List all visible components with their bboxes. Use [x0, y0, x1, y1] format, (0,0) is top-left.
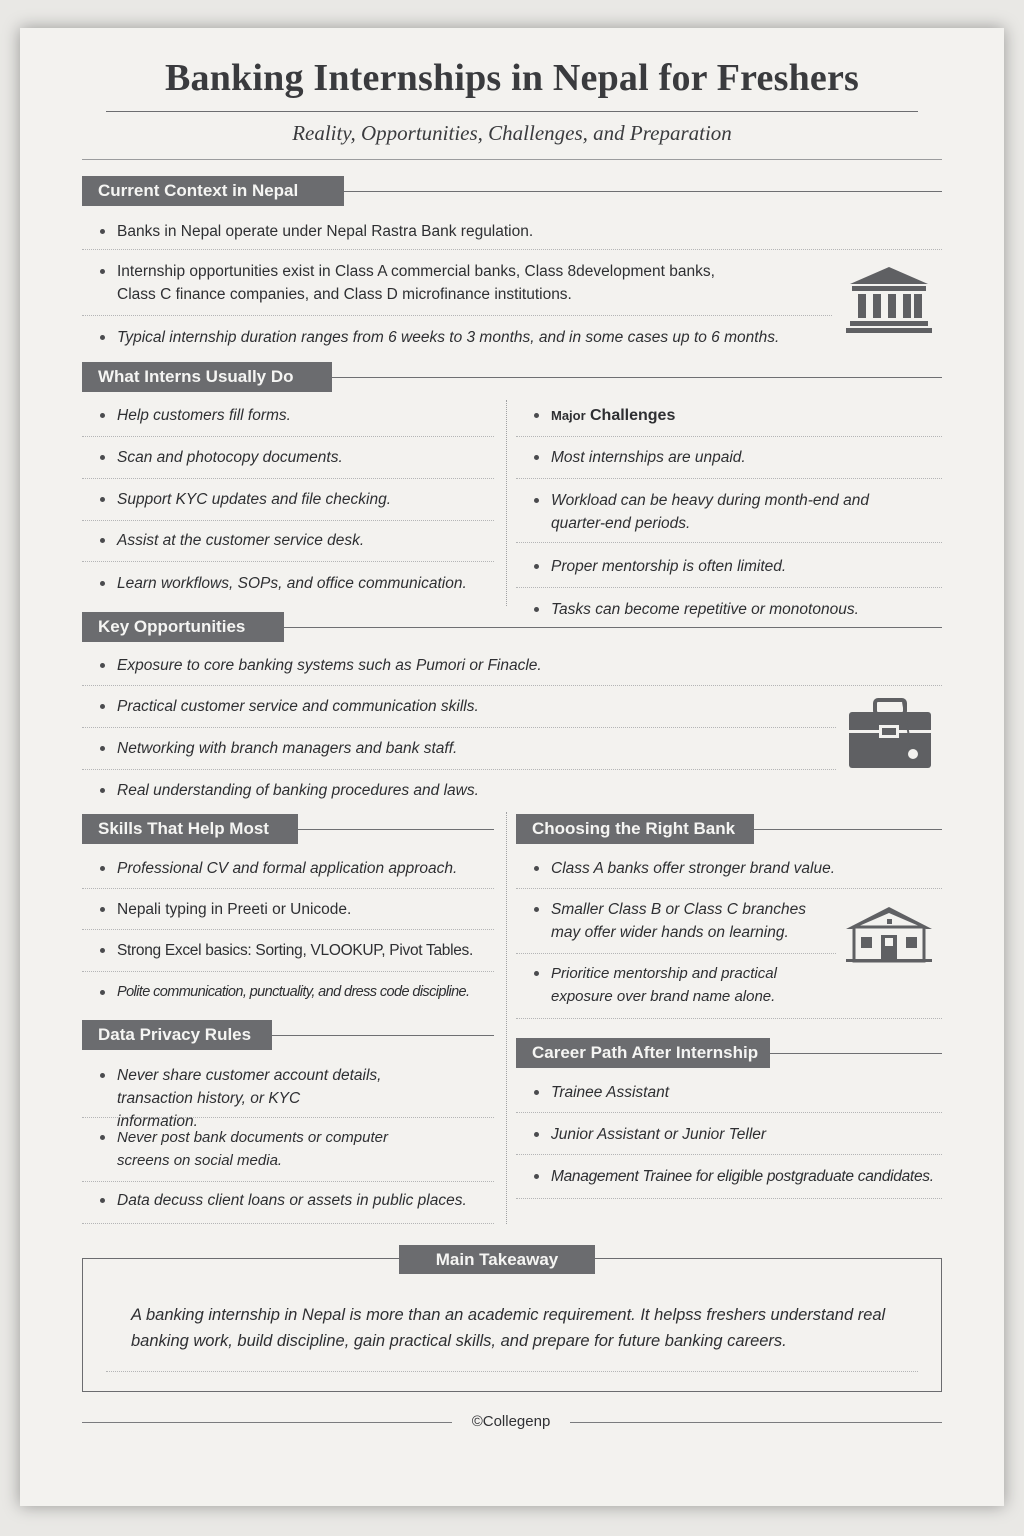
list-item: Networking with branch managers and bank staff.	[82, 737, 836, 770]
footer-credit: ©Collegenp	[471, 1413, 551, 1430]
bullet-icon	[100, 788, 105, 793]
section-interns-list	[82, 404, 494, 612]
section-header-choosing	[516, 814, 942, 844]
section-challenges	[516, 404, 942, 622]
list-item: Junior Assistant or Junior Teller	[516, 1123, 942, 1155]
list-item: Real understanding of banking procedures and laws.	[82, 779, 942, 805]
section-header-privacy	[82, 1020, 494, 1050]
title-divider	[106, 111, 918, 112]
bullet-icon	[100, 229, 105, 234]
header-rule	[272, 1035, 494, 1036]
section-header-skills	[82, 814, 494, 844]
page-title: Banking Internships in Nepal for Freshers	[164, 57, 860, 99]
header-rule	[332, 377, 942, 378]
list-item: Help customers fill forms.	[82, 404, 494, 437]
bullet-icon	[100, 948, 105, 953]
list-item: Smaller Class B or Class C branches may offer wider hands on learning.	[516, 898, 836, 954]
list-item: Never post bank documents or computer screens on social media.	[82, 1126, 494, 1182]
list-item: Scan and photocopy documents.	[82, 446, 494, 479]
section-header	[82, 176, 942, 206]
bullet-icon	[534, 564, 539, 569]
bullet-icon	[534, 907, 539, 912]
bullet-icon	[100, 581, 105, 586]
section-privacy-list	[82, 1064, 494, 1224]
bank-icon	[844, 264, 934, 334]
bullet-icon	[100, 335, 105, 340]
list-item: Polite communication, punctuality, and dress code discipline.	[82, 981, 494, 1007]
list-item	[516, 404, 942, 437]
takeaway-rule	[106, 1371, 918, 1372]
section-title: Choosing the Right Bank	[516, 814, 754, 844]
bullet-icon	[534, 498, 539, 503]
bullet-icon	[534, 866, 539, 871]
list-item: Learn workflows, SOPs, and office communication.	[82, 572, 494, 602]
list-item: Management Trainee for eligible postgraduate candidates.	[516, 1165, 942, 1199]
section-header-career	[516, 1038, 942, 1068]
bullet-icon	[100, 663, 105, 668]
list-item: Class A banks offer stronger brand value.	[516, 857, 942, 889]
list-item: Assist at the customer service desk.	[82, 529, 494, 562]
header-rule	[284, 627, 942, 628]
bullet-icon	[534, 1090, 539, 1095]
takeaway-text: A banking internship in Nepal is more than an academic requirement. It helpss freshers understand real banking work, build discipline, gain practical skills, and prepare for future banking careers.	[131, 1306, 886, 1350]
section-title: Skills That Help Most	[82, 814, 298, 844]
bullet-icon	[534, 455, 539, 460]
list-item: Tasks can become repetitive or monotonous.	[516, 598, 942, 622]
list-item: Internship opportunities exist in Class A commercial banks, Class 8development banks, Class C finance companies, and Class D microfinance institutions.	[82, 260, 832, 316]
section-title: Current Context in Nepal	[82, 176, 344, 206]
bullet-icon	[100, 990, 105, 995]
list-item: Trainee Assistant	[516, 1081, 942, 1113]
bullet-icon	[534, 1132, 539, 1137]
header-rule	[770, 1053, 942, 1054]
list-item: Support KYC updates and file checking.	[82, 488, 494, 521]
briefcase-icon	[847, 698, 933, 770]
list-item: Banks in Nepal operate under Nepal Rastra Bank regulation.	[82, 220, 942, 250]
header-rule	[754, 829, 942, 830]
takeaway-title: Main Takeaway	[399, 1245, 595, 1274]
section-current-context	[82, 176, 942, 356]
section-header-interns	[82, 362, 942, 392]
section-title: Key Opportunities	[82, 612, 284, 642]
header-rule	[298, 829, 494, 830]
section-choosing-list	[516, 857, 942, 1023]
list-item: Typical internship duration ranges from 6 weeks to 3 months, and in some cases up to 6 months.	[82, 326, 942, 352]
bullet-icon	[100, 269, 105, 274]
bullet-icon	[100, 413, 105, 418]
section-skills-list	[82, 857, 494, 1017]
list-item: Nepali typing in Preeti or Unicode.	[82, 898, 494, 930]
subtitle-divider	[82, 159, 942, 160]
footer-rule-right	[570, 1422, 942, 1423]
bullet-icon	[534, 413, 539, 418]
list-item: Professional CV and formal application approach.	[82, 857, 494, 889]
bullet-icon	[100, 1198, 105, 1203]
column-divider	[506, 400, 507, 606]
list-item: Workload can be heavy during month-end and quarter-end periods.	[516, 489, 942, 543]
bullet-icon	[100, 907, 105, 912]
footer-rule-left	[82, 1422, 452, 1423]
section-title: Data Privacy Rules	[82, 1020, 272, 1050]
bullet-icon	[100, 746, 105, 751]
column-divider	[506, 812, 507, 1224]
section-career-list	[516, 1081, 942, 1201]
list-item: Exposure to core banking systems such as Pumori or Finacle.	[82, 654, 942, 686]
building-icon	[844, 905, 934, 963]
section-header-opportunities	[82, 612, 942, 642]
section-opportunities-list	[82, 654, 942, 804]
list-item: Most internships are unpaid.	[516, 446, 942, 479]
challenges-heading-prefix: Major	[551, 408, 586, 423]
section-title: Career Path After Internship	[516, 1038, 770, 1068]
bullet-icon	[534, 971, 539, 976]
list-item: Never share customer account details, transaction history, or KYC information.	[82, 1064, 494, 1118]
header-rule	[344, 191, 942, 192]
section-title: What Interns Usually Do	[82, 362, 332, 392]
bullet-icon	[100, 704, 105, 709]
bullet-icon	[100, 538, 105, 543]
bullet-icon	[100, 497, 105, 502]
list-item: Strong Excel basics: Sorting, VLOOKUP, Pivot Tables.	[82, 939, 494, 972]
bullet-icon	[100, 1073, 105, 1078]
bullet-icon	[100, 866, 105, 871]
list-item: Proper mentorship is often limited.	[516, 555, 942, 588]
list-item: Prioritice mentorship and practical exposure over brand name alone.	[516, 962, 942, 1019]
bullet-icon	[100, 1135, 105, 1140]
page-subtitle: Reality, Opportunities, Challenges, and Preparation	[292, 121, 732, 145]
list-item: Data decuss client loans or assets in public places.	[82, 1189, 494, 1224]
challenges-heading: Challenges	[589, 407, 676, 424]
bullet-icon	[100, 455, 105, 460]
list-item: Practical customer service and communication skills.	[82, 695, 836, 728]
bullet-icon	[534, 1174, 539, 1179]
